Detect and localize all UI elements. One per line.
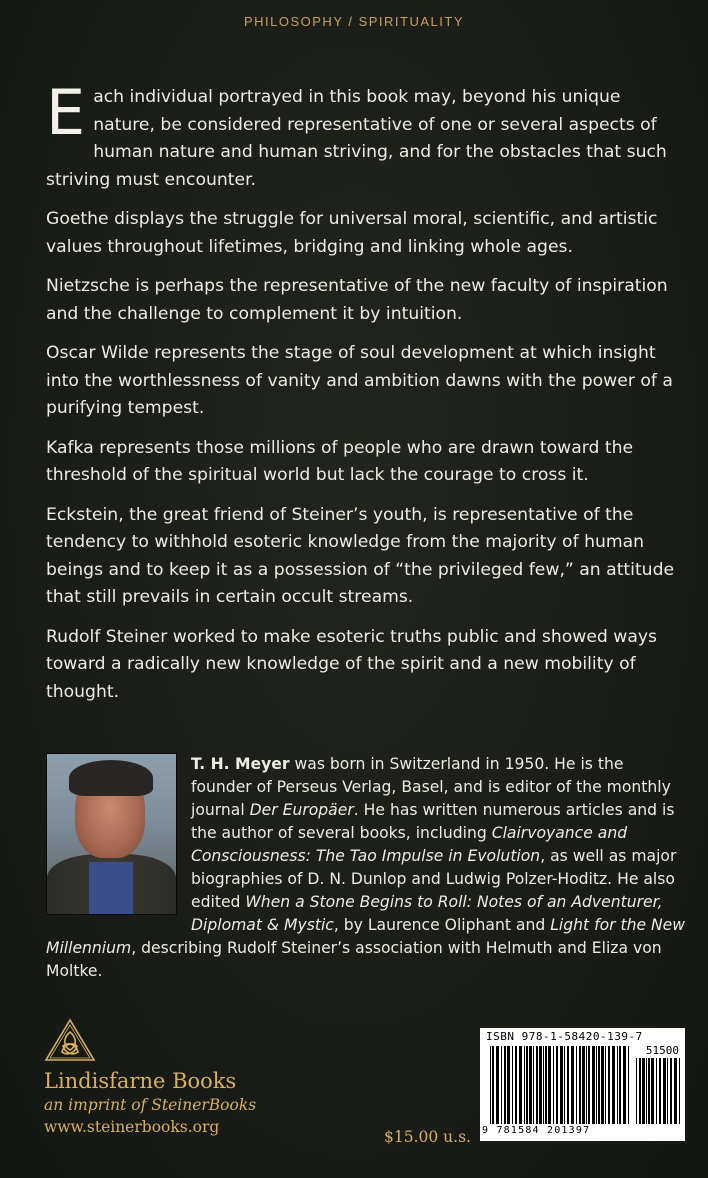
- addon-code: 51500: [645, 1044, 679, 1057]
- journal-title: Der Europäer: [249, 801, 354, 819]
- paragraph-goethe: Goethe displays the struggle for universal moral, scientific, and artistic values throughout lifetimes, bridging and linking whole ages.: [46, 209, 658, 257]
- price: $15.00 u.s.: [384, 1128, 471, 1146]
- barcode-bars: [490, 1046, 630, 1124]
- paragraph-eckstein: Eckstein, the great friend of Steiner’s youth, is representative of the tendency to withhold esoteric knowledge from the majority of human beings and to keep it as a possession of “the privileged few,” an attitude that still prevails in certain occult streams.: [46, 504, 675, 607]
- book-title: When a Stone Begins to Roll: Notes of an Adventurer, Diplomat & Mystic: [191, 893, 663, 934]
- description: [46, 76, 686, 718]
- paragraph-steiner: Rudolf Steiner worked to make esoteric truths public and showed ways toward a radically new knowledge of the spirit and a new mobility of thought.: [46, 626, 657, 702]
- intro-paragraph: [46, 76, 686, 194]
- book-title: Light for the New Millennium: [46, 916, 686, 957]
- bio-text: . He has written numerous articles and is the author of several books, including: [191, 801, 675, 842]
- author-photo: [46, 753, 177, 915]
- triquetra-triangle-icon: [44, 1018, 96, 1062]
- barcode-digits: 9 781584 201397: [482, 1125, 591, 1136]
- barcode-addon-bars: [636, 1058, 680, 1124]
- publisher-imprint: an imprint of SteinerBooks: [44, 1096, 257, 1114]
- category-label: PHILOSOPHY / SPIRITUALITY: [243, 14, 465, 29]
- paragraph-wilde: Oscar Wilde represents the stage of soul development at which insight into the worthlessness of vanity and ambition dawns with the power of a purifying tempest.: [46, 343, 673, 418]
- bio-text: , as well as major biographies of D. N. Dunlop and Ludwig Polzer-Hoditz. He also edited: [191, 847, 677, 911]
- bio-text: , by Laurence Oliphant and: [333, 916, 551, 934]
- paragraph-nietzsche: Nietzsche is perhaps the representative of the new faculty of inspiration and the challenge to complement it by intuition.: [46, 276, 668, 324]
- author-bio: [46, 753, 686, 983]
- isbn-label: ISBN 978-1-58420-139-7: [486, 1030, 643, 1043]
- author-name: T. H. Meyer: [191, 755, 290, 773]
- bio-text: was born in Switzerland in 1950. He is the founder of Perseus Verlag, Basel, and is editor of the monthly journal: [191, 755, 671, 819]
- intro-text: ach individual portrayed in this book may, beyond his unique nature, be considered representative of one or several aspects of human nature and human striving, and for the obstacles that such striving must encounter.: [46, 87, 667, 190]
- paragraph-kafka: Kafka represents those millions of people who are drawn toward the threshold of the spiritual world but lack the courage to cross it.: [46, 437, 634, 485]
- publisher-url: www.steinerbooks.org: [44, 1118, 220, 1136]
- book-title: Clairvoyance and Consciousness: The Tao Impulse in Evolution: [191, 824, 628, 865]
- publisher-name: Lindisfarne Books: [44, 1069, 237, 1093]
- bio-text: , describing Rudolf Steiner’s association with Helmuth and Eliza von Moltke.: [46, 939, 662, 980]
- publisher-block: [44, 1068, 256, 1138]
- drop-cap: E: [46, 76, 86, 149]
- barcode: [480, 1028, 685, 1141]
